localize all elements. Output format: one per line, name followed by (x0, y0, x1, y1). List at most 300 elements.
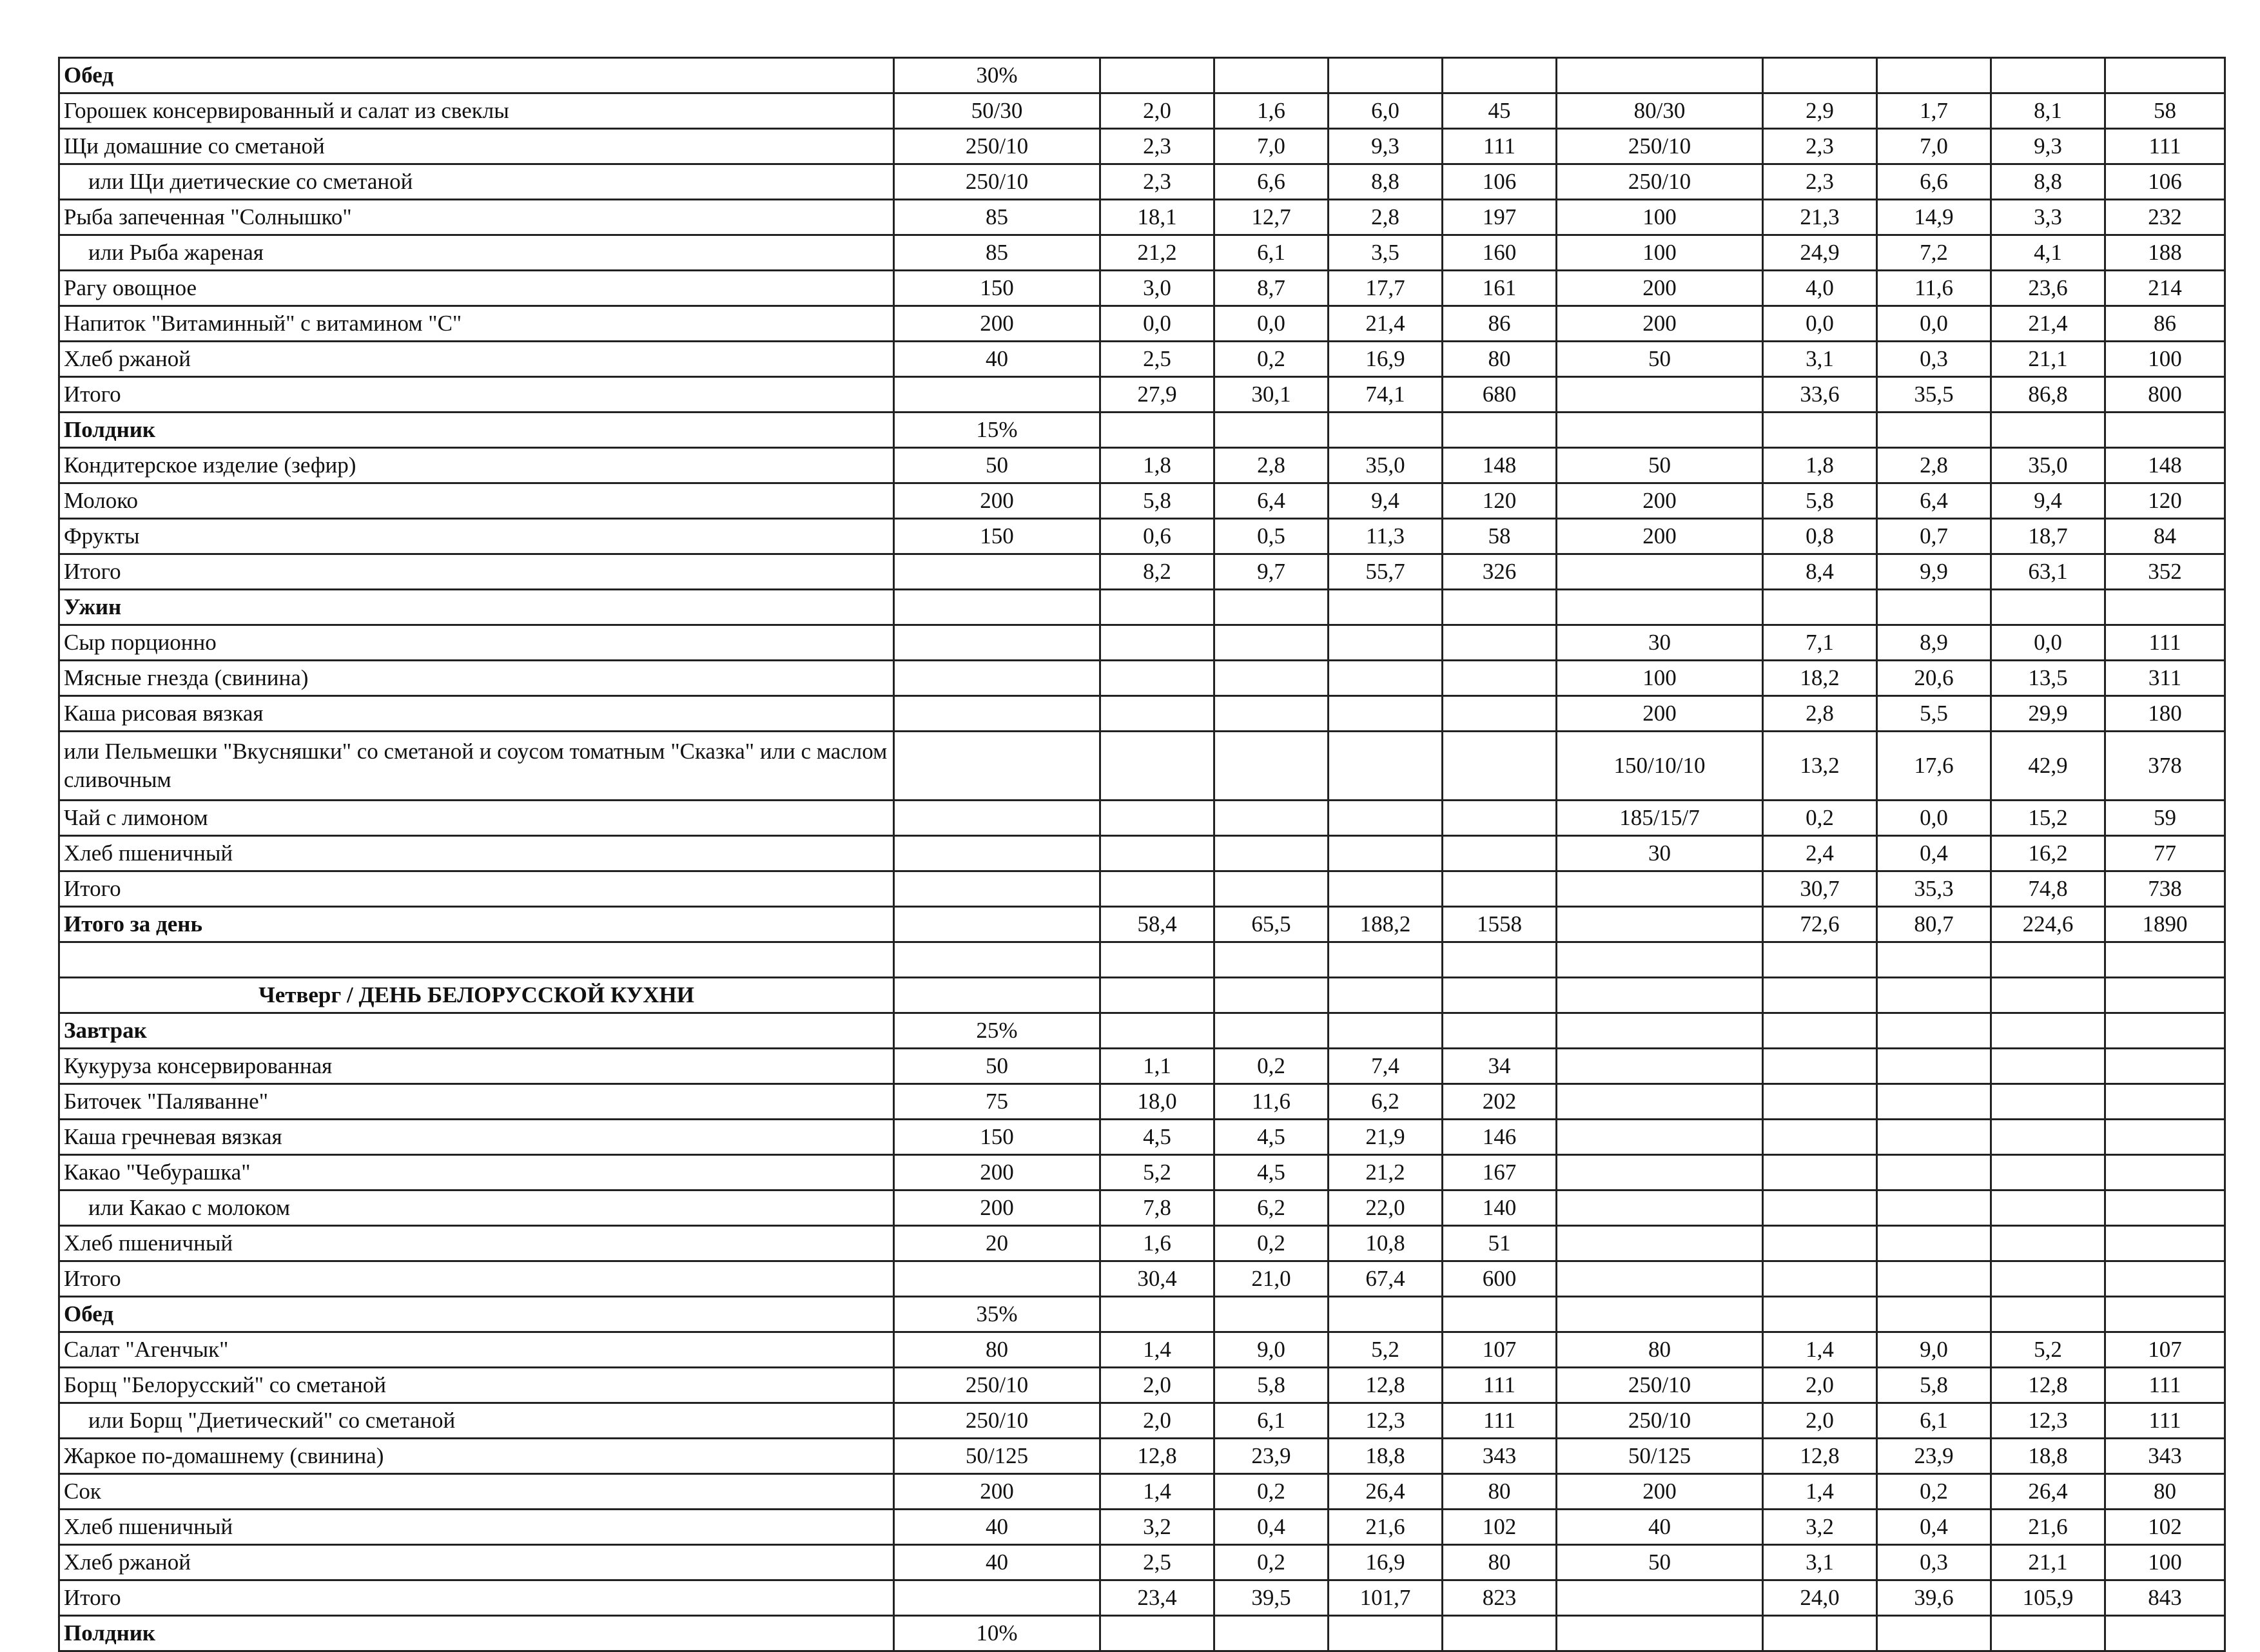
portion-cell: 200 (894, 1474, 1100, 1510)
value-cell: 12,8 (1991, 1368, 2105, 1403)
value-cell (1763, 978, 1877, 1013)
value-cell: 102 (2105, 1510, 2225, 1545)
value-cell: 34 (1443, 1049, 1557, 1084)
value-cell: 343 (1443, 1439, 1557, 1474)
dish-name-cell: Каша рисовая вязкая (59, 696, 894, 732)
value-cell (1877, 1616, 1991, 1651)
dish-name-cell: Сыр порционно (59, 625, 894, 661)
dish-name-cell: Кондитерское изделие (зефир) (59, 448, 894, 483)
value-cell (1557, 1120, 1763, 1155)
dish-name-cell: Завтрак (59, 1013, 894, 1049)
value-cell: 6,0 (1329, 93, 1443, 129)
value-cell: 250/10 (1557, 1403, 1763, 1439)
value-cell: 5,8 (1763, 483, 1877, 519)
value-cell (1214, 732, 1329, 801)
dish-name-cell: Какао "Чебурашка" (59, 1155, 894, 1190)
value-cell: 9,7 (1214, 554, 1329, 590)
value-cell: 7,0 (1214, 129, 1329, 164)
dish-name-cell: Итого (59, 554, 894, 590)
menu-row-item (59, 801, 2225, 836)
value-cell (1557, 871, 1763, 907)
dish-name-cell: Хлеб пшеничный (59, 836, 894, 871)
value-cell: 200 (1557, 1474, 1763, 1510)
value-cell: 39,6 (1877, 1580, 1991, 1616)
value-cell (1991, 1616, 2105, 1651)
value-cell: 311 (2105, 661, 2225, 696)
value-cell: 2,3 (1763, 164, 1877, 200)
value-cell: 8,2 (1100, 554, 1214, 590)
menu-row-spacer (59, 942, 2225, 978)
value-cell (1100, 801, 1214, 836)
dish-name-cell: Хлеб ржаной (59, 342, 894, 377)
value-cell (1100, 942, 1214, 978)
value-cell: 0,4 (1877, 1510, 1991, 1545)
value-cell: 0,0 (1214, 306, 1329, 342)
value-cell: 111 (2105, 1403, 2225, 1439)
value-cell: 250/10 (1557, 164, 1763, 200)
menu-table (58, 57, 2226, 1652)
menu-row-total (59, 1580, 2225, 1616)
value-cell: 21,1 (1991, 1545, 2105, 1580)
value-cell (1443, 590, 1557, 625)
value-cell: 111 (2105, 1368, 2225, 1403)
menu-row-total (59, 1261, 2225, 1297)
value-cell (1763, 413, 1877, 448)
value-cell: 1,4 (1100, 1332, 1214, 1368)
value-cell (2105, 1190, 2225, 1226)
value-cell (1991, 1297, 2105, 1332)
portion-cell: 20 (894, 1226, 1100, 1261)
value-cell: 80,7 (1877, 907, 1991, 942)
value-cell: 200 (1557, 696, 1763, 732)
value-cell: 9,4 (1329, 483, 1443, 519)
value-cell: 1,4 (1763, 1474, 1877, 1510)
value-cell: 1,6 (1100, 1226, 1214, 1261)
value-cell (1557, 554, 1763, 590)
value-cell (2105, 1155, 2225, 1190)
value-cell (1329, 836, 1443, 871)
value-cell: 106 (1443, 164, 1557, 200)
value-cell: 21,6 (1329, 1510, 1443, 1545)
value-cell: 2,3 (1100, 164, 1214, 200)
menu-row-item (59, 1190, 2225, 1226)
dish-name-cell: Полдник (59, 413, 894, 448)
value-cell (2105, 1049, 2225, 1084)
portion-cell: 250/10 (894, 1403, 1100, 1439)
value-cell: 2,5 (1100, 342, 1214, 377)
value-cell: 21,3 (1763, 200, 1877, 235)
value-cell (1557, 1297, 1763, 1332)
value-cell: 111 (2105, 625, 2225, 661)
value-cell: 5,8 (1214, 1368, 1329, 1403)
dish-name-cell: Итого (59, 377, 894, 413)
menu-row-item (59, 93, 2225, 129)
dish-name-cell: Итого (59, 1261, 894, 1297)
value-cell (1763, 58, 1877, 93)
value-cell (1991, 978, 2105, 1013)
value-cell: 3,1 (1763, 342, 1877, 377)
dish-name-cell: Итого (59, 1580, 894, 1616)
dish-name-cell: Обед (59, 58, 894, 93)
menu-row-item (59, 1403, 2225, 1439)
menu-row-item (59, 1332, 2225, 1368)
value-cell: 11,6 (1877, 271, 1991, 306)
value-cell: 200 (1557, 519, 1763, 554)
value-cell: 120 (1443, 483, 1557, 519)
value-cell: 18,8 (1329, 1439, 1443, 1474)
value-cell: 3,0 (1100, 271, 1214, 306)
value-cell: 51 (1443, 1226, 1557, 1261)
value-cell (1214, 978, 1329, 1013)
value-cell: 12,8 (1763, 1439, 1877, 1474)
value-cell (1557, 942, 1763, 978)
value-cell: 0,0 (1877, 306, 1991, 342)
menu-row-item (59, 271, 2225, 306)
value-cell: 21,0 (1214, 1261, 1329, 1297)
value-cell: 2,3 (1763, 129, 1877, 164)
value-cell (2105, 590, 2225, 625)
value-cell (1991, 1084, 2105, 1120)
value-cell (1557, 1084, 1763, 1120)
value-cell: 1,6 (1214, 93, 1329, 129)
value-cell: 0,2 (1214, 1545, 1329, 1580)
value-cell (2105, 1226, 2225, 1261)
value-cell: 35,5 (1877, 377, 1991, 413)
value-cell: 50 (1557, 342, 1763, 377)
value-cell: 232 (2105, 200, 2225, 235)
value-cell: 100 (1557, 235, 1763, 271)
value-cell (1100, 661, 1214, 696)
menu-row-item (59, 129, 2225, 164)
menu-row-meal (59, 413, 2225, 448)
value-cell: 17,6 (1877, 732, 1991, 801)
portion-cell (894, 1261, 1100, 1297)
value-cell (1443, 625, 1557, 661)
value-cell: 5,2 (1100, 1155, 1214, 1190)
dish-name-cell: Чай с лимоном (59, 801, 894, 836)
value-cell: 106 (2105, 164, 2225, 200)
value-cell (2105, 58, 2225, 93)
value-cell: 2,8 (1877, 448, 1991, 483)
dish-name-cell: или Борщ "Диетический" со сметаной (59, 1403, 894, 1439)
value-cell (1991, 1261, 2105, 1297)
value-cell: 67,4 (1329, 1261, 1443, 1297)
value-cell (2105, 942, 2225, 978)
menu-row-item (59, 1120, 2225, 1155)
value-cell: 6,6 (1214, 164, 1329, 200)
value-cell: 3,5 (1329, 235, 1443, 271)
value-cell (1100, 732, 1214, 801)
value-cell: 0,3 (1877, 1545, 1991, 1580)
portion-cell: 40 (894, 1510, 1100, 1545)
value-cell: 16,9 (1329, 342, 1443, 377)
value-cell: 23,9 (1877, 1439, 1991, 1474)
value-cell: 1,1 (1100, 1049, 1214, 1084)
value-cell: 18,1 (1100, 200, 1214, 235)
value-cell: 0,2 (1877, 1474, 1991, 1510)
value-cell: 35,3 (1877, 871, 1991, 907)
value-cell: 2,0 (1100, 1368, 1214, 1403)
value-cell: 4,0 (1763, 271, 1877, 306)
value-cell: 7,8 (1100, 1190, 1214, 1226)
value-cell: 2,8 (1763, 696, 1877, 732)
value-cell: 16,2 (1991, 836, 2105, 871)
value-cell: 224,6 (1991, 907, 2105, 942)
value-cell: 1558 (1443, 907, 1557, 942)
value-cell (1214, 696, 1329, 732)
value-cell: 378 (2105, 732, 2225, 801)
value-cell: 63,1 (1991, 554, 2105, 590)
value-cell: 24,0 (1763, 1580, 1877, 1616)
value-cell (1100, 58, 1214, 93)
dish-name-cell: Рагу овощное (59, 271, 894, 306)
value-cell (1557, 58, 1763, 93)
value-cell: 3,2 (1763, 1510, 1877, 1545)
value-cell: 80 (1557, 1332, 1763, 1368)
value-cell (1557, 413, 1763, 448)
value-cell (1100, 871, 1214, 907)
value-cell (1763, 942, 1877, 978)
portion-cell: 50 (894, 448, 1100, 483)
value-cell (1329, 801, 1443, 836)
value-cell: 9,3 (1329, 129, 1443, 164)
value-cell: 5,8 (1877, 1368, 1991, 1403)
value-cell: 0,2 (1214, 1049, 1329, 1084)
value-cell (1100, 978, 1214, 1013)
value-cell: 16,9 (1329, 1545, 1443, 1580)
value-cell: 843 (2105, 1580, 2225, 1616)
value-cell (1877, 1261, 1991, 1297)
value-cell: 250/10 (1557, 129, 1763, 164)
value-cell: 0,2 (1214, 342, 1329, 377)
dish-name-cell: Четверг / ДЕНЬ БЕЛОРУССКОЙ КУХНИ (59, 978, 894, 1013)
value-cell: 343 (2105, 1439, 2225, 1474)
value-cell (1329, 1297, 1443, 1332)
value-cell: 0,3 (1877, 342, 1991, 377)
value-cell: 197 (1443, 200, 1557, 235)
value-cell: 86 (2105, 306, 2225, 342)
portion-cell (894, 1580, 1100, 1616)
value-cell: 4,5 (1100, 1120, 1214, 1155)
portion-cell (894, 836, 1100, 871)
menu-row-item (59, 306, 2225, 342)
menu-row-item (59, 625, 2225, 661)
value-cell: 5,2 (1991, 1332, 2105, 1368)
value-cell: 100 (1557, 661, 1763, 696)
value-cell: 30 (1557, 625, 1763, 661)
value-cell (1100, 625, 1214, 661)
menu-row-item (59, 1510, 2225, 1545)
value-cell (1557, 1226, 1763, 1261)
value-cell: 12,3 (1329, 1403, 1443, 1439)
value-cell: 30,1 (1214, 377, 1329, 413)
value-cell: 40 (1557, 1510, 1763, 1545)
value-cell: 100 (1557, 200, 1763, 235)
value-cell: 8,8 (1991, 164, 2105, 200)
portion-cell: 250/10 (894, 164, 1100, 200)
value-cell: 12,7 (1214, 200, 1329, 235)
value-cell: 6,2 (1214, 1190, 1329, 1226)
value-cell (1329, 696, 1443, 732)
value-cell (1557, 1049, 1763, 1084)
value-cell: 800 (2105, 377, 2225, 413)
value-cell: 21,1 (1991, 342, 2105, 377)
value-cell: 6,4 (1214, 483, 1329, 519)
portion-cell (894, 801, 1100, 836)
menu-row-item (59, 164, 2225, 200)
value-cell: 13,2 (1763, 732, 1877, 801)
value-cell: 2,3 (1100, 129, 1214, 164)
value-cell: 146 (1443, 1120, 1557, 1155)
dish-name-cell: или Рыба жареная (59, 235, 894, 271)
dish-name-cell: Молоко (59, 483, 894, 519)
value-cell: 18,0 (1100, 1084, 1214, 1120)
value-cell (1329, 58, 1443, 93)
value-cell: 0,4 (1877, 836, 1991, 871)
value-cell: 140 (1443, 1190, 1557, 1226)
value-cell: 8,4 (1763, 554, 1877, 590)
value-cell (1557, 907, 1763, 942)
value-cell: 1,4 (1763, 1332, 1877, 1368)
value-cell: 65,5 (1214, 907, 1329, 942)
menu-row-item (59, 1368, 2225, 1403)
value-cell (1557, 1616, 1763, 1651)
value-cell: 15,2 (1991, 801, 2105, 836)
portion-cell (894, 696, 1100, 732)
value-cell (1214, 942, 1329, 978)
value-cell: 26,4 (1991, 1474, 2105, 1510)
menu-row-item (59, 235, 2225, 271)
dish-name-cell: или Какао с молоком (59, 1190, 894, 1226)
value-cell: 86 (1443, 306, 1557, 342)
value-cell: 148 (1443, 448, 1557, 483)
dish-name-cell (59, 942, 894, 978)
value-cell: 2,9 (1763, 93, 1877, 129)
value-cell: 2,0 (1100, 93, 1214, 129)
value-cell: 148 (2105, 448, 2225, 483)
value-cell: 21,6 (1991, 1510, 2105, 1545)
value-cell (1214, 1297, 1329, 1332)
value-cell (1329, 1013, 1443, 1049)
dish-name-cell: Каша гречневая вязкая (59, 1120, 894, 1155)
value-cell (1329, 942, 1443, 978)
value-cell: 200 (1557, 271, 1763, 306)
value-cell: 50 (1557, 448, 1763, 483)
value-cell: 77 (2105, 836, 2225, 871)
value-cell: 86,8 (1991, 377, 2105, 413)
dish-name-cell: Биточек "Паляванне" (59, 1084, 894, 1120)
portion-cell: 15% (894, 413, 1100, 448)
value-cell: 120 (2105, 483, 2225, 519)
value-cell: 58 (2105, 93, 2225, 129)
value-cell (1329, 661, 1443, 696)
dish-name-cell: Хлеб ржаной (59, 1545, 894, 1580)
value-cell: 1,8 (1763, 448, 1877, 483)
value-cell: 21,9 (1329, 1120, 1443, 1155)
menu-row-item (59, 483, 2225, 519)
value-cell (1100, 1616, 1214, 1651)
value-cell (1443, 732, 1557, 801)
value-cell: 23,4 (1100, 1580, 1214, 1616)
value-cell: 823 (1443, 1580, 1557, 1616)
value-cell (1763, 1120, 1877, 1155)
value-cell: 80/30 (1557, 93, 1763, 129)
portion-cell (894, 732, 1100, 801)
value-cell: 188 (2105, 235, 2225, 271)
dish-name-cell: Мясные гнезда (свинина) (59, 661, 894, 696)
dish-name-cell: Борщ "Белорусский" со сметаной (59, 1368, 894, 1403)
value-cell: 18,8 (1991, 1439, 2105, 1474)
dish-name-cell: Щи домашние со сметаной (59, 129, 894, 164)
value-cell: 0,0 (1991, 625, 2105, 661)
value-cell: 1,4 (1100, 1474, 1214, 1510)
portion-cell: 35% (894, 1297, 1100, 1332)
value-cell (1557, 1013, 1763, 1049)
value-cell: 4,1 (1991, 235, 2105, 271)
value-cell (1763, 1190, 1877, 1226)
value-cell: 58 (1443, 519, 1557, 554)
dish-name-cell: Салат "Агенчык" (59, 1332, 894, 1368)
value-cell (1329, 978, 1443, 1013)
value-cell: 200 (1557, 306, 1763, 342)
value-cell: 8,8 (1329, 164, 1443, 200)
value-cell (1877, 413, 1991, 448)
value-cell (1214, 871, 1329, 907)
value-cell: 4,5 (1214, 1120, 1329, 1155)
value-cell (1991, 1190, 2105, 1226)
value-cell (1214, 1616, 1329, 1651)
value-cell (1214, 801, 1329, 836)
value-cell: 7,0 (1877, 129, 1991, 164)
value-cell: 80 (2105, 1474, 2225, 1510)
value-cell: 6,1 (1214, 235, 1329, 271)
value-cell (2105, 1261, 2225, 1297)
portion-cell: 250/10 (894, 1368, 1100, 1403)
value-cell (1763, 1616, 1877, 1651)
portion-cell: 200 (894, 1155, 1100, 1190)
portion-cell: 250/10 (894, 129, 1100, 164)
dish-name-cell: Полдник (59, 1616, 894, 1651)
value-cell: 9,9 (1877, 554, 1991, 590)
value-cell: 150/10/10 (1557, 732, 1763, 801)
value-cell: 0,5 (1214, 519, 1329, 554)
value-cell: 80 (1443, 342, 1557, 377)
value-cell: 29,9 (1991, 696, 2105, 732)
value-cell: 50/125 (1557, 1439, 1763, 1474)
dish-name-cell: Горошек консервированный и салат из свеклы (59, 93, 894, 129)
value-cell: 11,6 (1214, 1084, 1329, 1120)
value-cell (1877, 1013, 1991, 1049)
dish-name-cell: Кукуруза консервированная (59, 1049, 894, 1084)
value-cell: 167 (1443, 1155, 1557, 1190)
value-cell (1877, 1190, 1991, 1226)
value-cell: 111 (1443, 1368, 1557, 1403)
value-cell (1877, 1120, 1991, 1155)
value-cell: 214 (2105, 271, 2225, 306)
portion-cell (894, 377, 1100, 413)
value-cell: 1,8 (1100, 448, 1214, 483)
value-cell: 0,0 (1763, 306, 1877, 342)
value-cell: 3,3 (1991, 200, 2105, 235)
value-cell (1991, 1226, 2105, 1261)
value-cell (1443, 58, 1557, 93)
value-cell: 14,9 (1877, 200, 1991, 235)
value-cell: 42,9 (1991, 732, 2105, 801)
dish-name-cell: Напиток "Витаминный" с витамином "С" (59, 306, 894, 342)
value-cell: 80 (1443, 1474, 1557, 1510)
value-cell (2105, 1084, 2225, 1120)
value-cell (1214, 413, 1329, 448)
